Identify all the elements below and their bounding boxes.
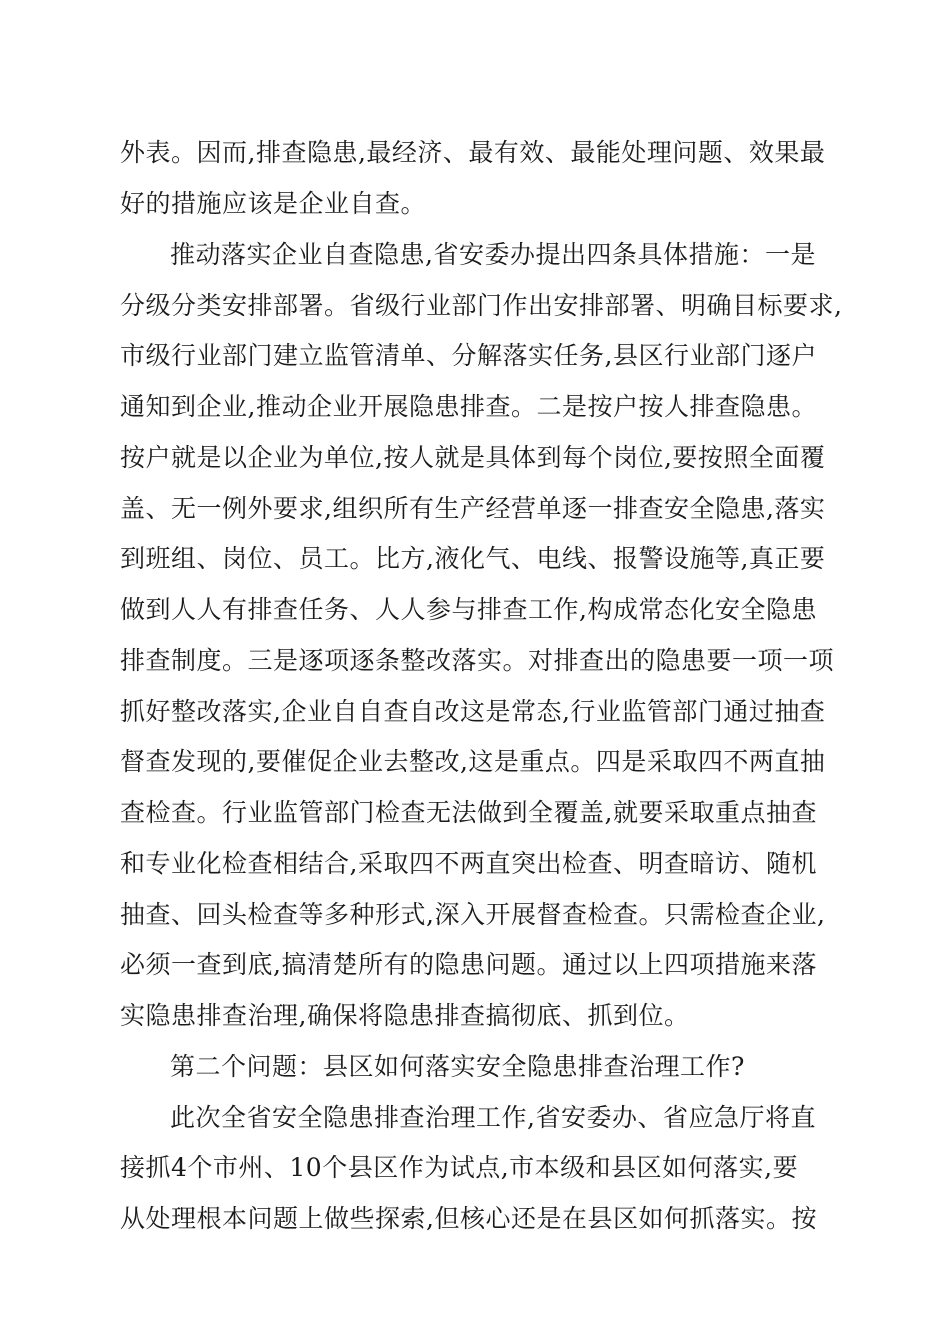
text-line: 和专业化检查相结合,采取四不两直突出检查、明查暗访、随机: [120, 849, 817, 878]
text-line: 抓好整改落实,企业自自查自改这是常态,行业监管部门通过抽查: [120, 697, 826, 726]
text-line: 必须一查到底,搞清楚所有的隐患问题。通过以上四项措施来落: [120, 950, 817, 979]
paragraph-first-line: 推动落实企业自查隐患,省安委办提出四条具体措施：一是: [170, 240, 816, 269]
text-line: 抽查、回头检查等多种形式,深入开展督查检查。只需检查企业,: [120, 900, 826, 929]
text-line: 外表。因而,排查隐患,最经济、最有效、最能处理问题、效果最: [120, 138, 826, 167]
text-line: 接抓4个市州、10个县区作为试点,市本级和县区如何落实,要: [120, 1153, 799, 1182]
text-line: 通知到企业,推动企业开展隐患排查。二是按户按人排查隐患。: [120, 392, 817, 421]
text-line: 从处理根本问题上做些探索,但核心还是在县区如何抓落实。按: [120, 1204, 817, 1233]
text-line: 好的措施应该是企业自查。: [120, 189, 427, 218]
text-line: 盖、无一例外要求,组织所有生产经营单逐一排查安全隐患,落实: [120, 494, 826, 523]
text-line: 分级分类安排部署。省级行业部门作出安排部署、明确目标要求,: [120, 291, 843, 320]
paragraph-first-line: 此次全省安全隐患排查治理工作,省安委办、省应急厅将直: [170, 1103, 816, 1132]
text-line: 做到人人有排查任务、人人参与排查工作,构成常态化安全隐患: [120, 595, 817, 624]
section-heading: 第二个问题：县区如何落实安全隐患排查治理工作?: [170, 1052, 745, 1081]
text-line: 按户就是以企业为单位,按人就是具体到每个岗位,要按照全面覆: [120, 443, 826, 472]
text-line: 到班组、岗位、员工。比方,液化气、电线、报警设施等,真正要: [120, 544, 826, 573]
text-line: 督查发现的,要催促企业去整改,这是重点。四是采取四不两直抽: [120, 747, 826, 776]
text-line: 排查制度。三是逐项逐条整改落实。对排查出的隐患要一项一项: [120, 646, 835, 675]
text-line: 实隐患排查治理,确保将隐患排查搞彻底、抓到位。: [120, 1001, 690, 1030]
text-line: 查检查。行业监管部门检查无法做到全覆盖,就要采取重点抽查: [120, 798, 817, 827]
text-line: 市级行业部门建立监管清单、分解落实任务,县区行业部门逐户: [120, 341, 817, 370]
